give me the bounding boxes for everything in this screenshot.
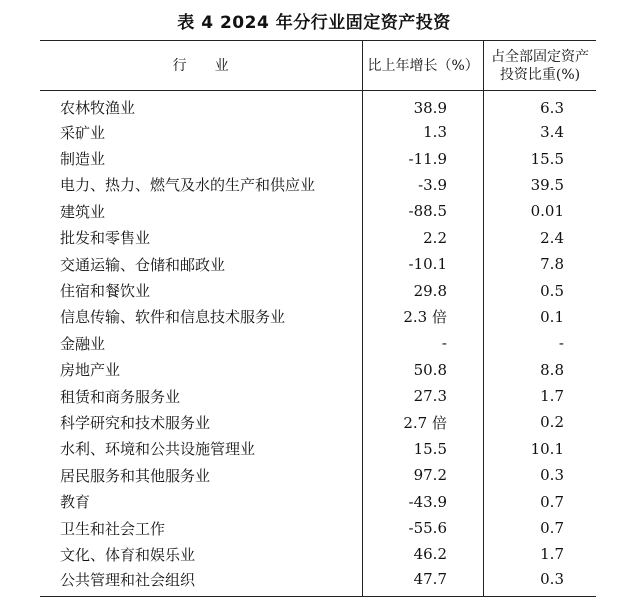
growth-cell: 2.7 倍 bbox=[363, 409, 484, 435]
industry-name-cell: 信息传输、软件和信息技术服务业 bbox=[60, 308, 286, 327]
industry-name-cell: 建筑业 bbox=[60, 202, 106, 221]
table-row bbox=[40, 436, 596, 462]
growth-cell: 38.9 bbox=[363, 91, 484, 120]
growth-cell: 29.8 bbox=[363, 277, 484, 303]
share-cell: 15.5 bbox=[484, 145, 597, 171]
growth-cell: -11.9 bbox=[363, 145, 484, 171]
table-header-row bbox=[40, 41, 596, 91]
header-growth: 比上年增长（%） bbox=[363, 41, 484, 91]
table-row bbox=[40, 277, 596, 303]
table-row bbox=[40, 357, 596, 383]
share-cell: - bbox=[484, 330, 597, 356]
table-row bbox=[40, 515, 596, 541]
table-row bbox=[40, 225, 596, 251]
share-cell: 0.01 bbox=[484, 198, 597, 224]
table-row bbox=[40, 251, 596, 277]
industry-name-cell: 租赁和商务服务业 bbox=[60, 387, 181, 406]
investment-table bbox=[40, 40, 596, 597]
share-cell: 0.3 bbox=[484, 568, 597, 597]
industry-name-cell: 公共管理和社会组织 bbox=[40, 568, 363, 597]
table-title: 表 4 2024 年分行业固定资产投资 bbox=[177, 13, 451, 33]
growth-cell: 15.5 bbox=[363, 436, 484, 462]
table-row bbox=[40, 145, 596, 171]
table-row bbox=[40, 541, 596, 567]
share-cell: 0.3 bbox=[484, 462, 597, 488]
industry-name-cell: 卫生和社会工作 bbox=[60, 519, 166, 538]
share-cell: 3.4 bbox=[484, 119, 597, 145]
table-row bbox=[40, 91, 596, 120]
industry-name-cell: 电力、热力、燃气及水的生产和供应业 bbox=[60, 176, 316, 195]
industry-name-cell: 居民服务和其他服务业 bbox=[60, 466, 211, 485]
growth-cell: -88.5 bbox=[363, 198, 484, 224]
table-row bbox=[40, 409, 596, 435]
growth-cell: 2.3 倍 bbox=[363, 304, 484, 330]
industry-name-cell: 水利、环境和公共设施管理业 bbox=[60, 440, 256, 459]
growth-cell: -55.6 bbox=[363, 515, 484, 541]
share-cell: 7.8 bbox=[484, 251, 597, 277]
growth-cell: 97.2 bbox=[363, 462, 484, 488]
growth-cell: -43.9 bbox=[363, 488, 484, 514]
growth-cell: 47.7 bbox=[363, 568, 484, 597]
table-row bbox=[40, 304, 596, 330]
growth-cell: - bbox=[363, 330, 484, 356]
industry-name-cell: 金融业 bbox=[60, 334, 106, 353]
share-cell: 1.7 bbox=[484, 383, 597, 409]
share-cell: 10.1 bbox=[484, 436, 597, 462]
table-body bbox=[40, 91, 596, 597]
share-cell: 0.5 bbox=[484, 277, 597, 303]
table-row bbox=[40, 198, 596, 224]
header-industry: 行业 bbox=[40, 41, 363, 91]
growth-cell: 1.3 bbox=[363, 119, 484, 145]
industry-name-cell: 批发和零售业 bbox=[60, 229, 151, 248]
share-cell: 0.1 bbox=[484, 304, 597, 330]
share-cell: 1.7 bbox=[484, 541, 597, 567]
share-cell: 0.7 bbox=[484, 488, 597, 514]
header-share bbox=[484, 41, 597, 91]
industry-name-cell: 科学研究和技术服务业 bbox=[60, 413, 211, 432]
share-cell: 0.2 bbox=[484, 409, 597, 435]
share-cell: 6.3 bbox=[484, 91, 597, 120]
share-cell: 39.5 bbox=[484, 172, 597, 198]
table-row bbox=[40, 383, 596, 409]
growth-cell: 27.3 bbox=[363, 383, 484, 409]
industry-name-cell: 房地产业 bbox=[60, 361, 121, 380]
table-row bbox=[40, 568, 596, 597]
table-row bbox=[40, 172, 596, 198]
table-row bbox=[40, 462, 596, 488]
industry-name-cell: 采矿业 bbox=[60, 123, 106, 142]
industry-name-cell: 制造业 bbox=[60, 150, 106, 169]
industry-name-cell: 住宿和餐饮业 bbox=[60, 282, 151, 301]
table-row bbox=[40, 119, 596, 145]
industry-name-cell: 文化、体育和娱乐业 bbox=[60, 545, 196, 564]
growth-cell: 2.2 bbox=[363, 225, 484, 251]
growth-cell: -3.9 bbox=[363, 172, 484, 198]
industry-name-cell: 教育 bbox=[60, 493, 91, 512]
table-row bbox=[40, 330, 596, 356]
share-cell: 2.4 bbox=[484, 225, 597, 251]
growth-cell: -10.1 bbox=[363, 251, 484, 277]
header-share-text: 占全部固定资产投资比重(%) bbox=[491, 48, 589, 83]
share-cell: 8.8 bbox=[484, 357, 597, 383]
growth-cell: 50.8 bbox=[363, 357, 484, 383]
industry-name-cell: 交通运输、仓储和邮政业 bbox=[60, 255, 226, 274]
industry-name-cell: 农林牧渔业 bbox=[60, 99, 136, 117]
table-row bbox=[40, 488, 596, 514]
growth-cell: 46.2 bbox=[363, 541, 484, 567]
share-cell: 0.7 bbox=[484, 515, 597, 541]
